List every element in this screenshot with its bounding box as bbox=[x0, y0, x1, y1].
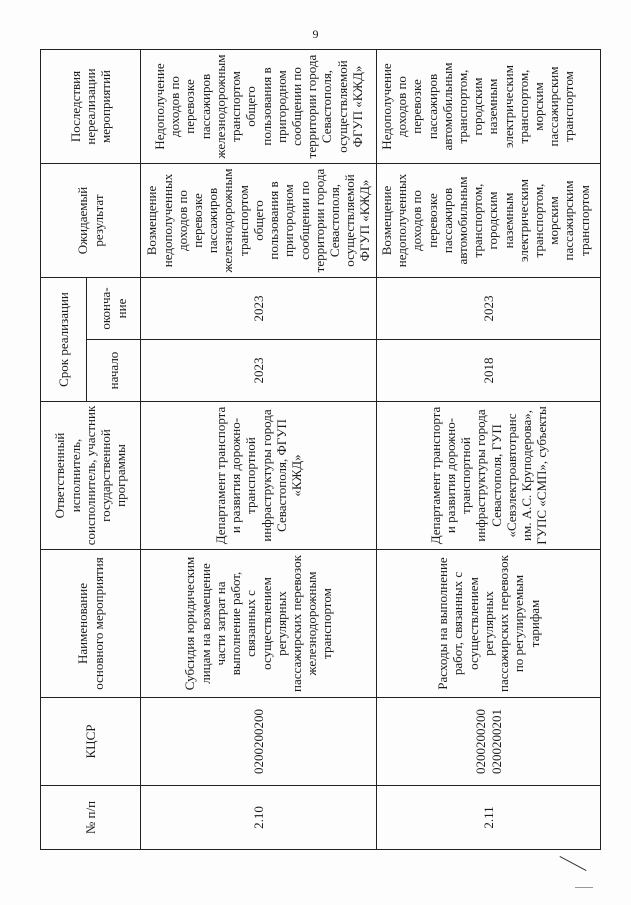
row-end: 2023 bbox=[141, 278, 377, 340]
header-period: Срок реализации bbox=[41, 278, 87, 402]
header-name: Наименование основного мероприятия bbox=[41, 550, 141, 698]
header-end: оконча-ние bbox=[87, 278, 141, 340]
row-num: 2.10 bbox=[141, 786, 377, 850]
row-result: Возмещение недополученных доходов по перевозке пассажиров автомобильным транспортом, городским наземным электрическим транспортом, морским пассажирским транспортом bbox=[377, 164, 601, 278]
row-kcsr: 0200200200 0200200201 bbox=[377, 698, 601, 786]
header-start: начало bbox=[87, 340, 141, 402]
row-consequences: Недополучение доходов по перевозке пассажиров автомобильным транспортом, городским наземным электрическим транспортом, морским пассажирским транспортом bbox=[377, 50, 601, 164]
header-executor: Ответственный исполнитель, соисполнитель, участник государственной программы bbox=[41, 402, 141, 550]
row-consequences: Недополучение доходов по перевозке пассажиров железнодорожным транспортом общего пользования в пригородном сообщении по территории города Севастополя, осуществляемой ФГУП «КЖД» bbox=[141, 50, 377, 164]
pen-stroke-mark bbox=[559, 856, 587, 873]
row-num: 2.11 bbox=[377, 786, 601, 850]
header-num: № п/п bbox=[41, 786, 141, 850]
row-kcsr: 0200200200 bbox=[141, 698, 377, 786]
rotated-table-wrapper bbox=[40, 50, 600, 850]
pen-stroke-mark-small bbox=[575, 887, 593, 889]
activities-table bbox=[40, 49, 601, 850]
header-row-1 bbox=[41, 50, 87, 850]
table-row bbox=[141, 50, 377, 850]
row-start: 2023 bbox=[141, 340, 377, 402]
table-row bbox=[377, 50, 601, 850]
row-executor: Департамент транспорта и развития дорожно-транспортной инфраструктуры города Севастополя, ГУП «Севэлектроавтотранс им. А.С. Круподерова», ГУПС «СМП», субъекты bbox=[377, 402, 601, 550]
row-end: 2023 bbox=[377, 278, 601, 340]
row-executor: Департамент транспорта и развития дорожно-транспортной инфраструктуры города Севастополя, ФГУП «КЖД» bbox=[141, 402, 377, 550]
header-consequences: Последствия нереализации мероприятий bbox=[41, 50, 141, 164]
row-start: 2018 bbox=[377, 340, 601, 402]
page-number: 9 bbox=[312, 27, 319, 41]
header-result: Ожидаемый результат bbox=[41, 164, 141, 278]
row-name: Расходы на выполнение работ, связанных с осуществлением регулярных пассажирских перевозок по регулируемым тарифам bbox=[377, 550, 601, 698]
header-kcsr: КЦСР bbox=[41, 698, 141, 786]
row-name: Субсидия юридическим лицам на возмещение части затрат на выполнение работ, связанных с осуществлением регулярных пассажирских перевозок железнодорожным транспортом bbox=[141, 550, 377, 698]
row-result: Возмещение недополученных доходов по перевозке пассажиров железнодорожным транспортом общего пользования в пригородном сообщении по территории города Севастополя, осуществляемой ФГУП «КЖД» bbox=[141, 164, 377, 278]
